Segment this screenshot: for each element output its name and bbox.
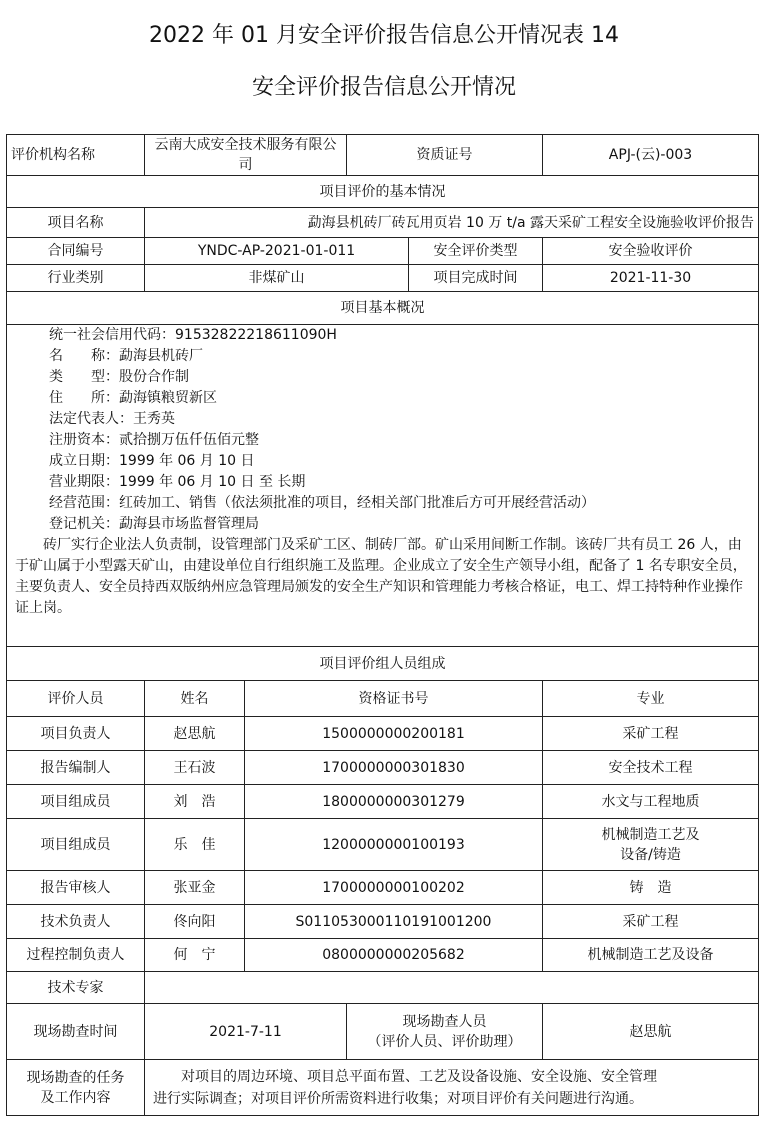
survey-people-label xyxy=(347,1004,543,1060)
org-name: 云南大成安全技术服务有限公司 xyxy=(145,135,347,176)
cert-label: 资质证号 xyxy=(347,135,543,176)
team-cert: 1200000000100193 xyxy=(245,819,543,871)
basic-section-title: 项目评价的基本情况 xyxy=(7,176,759,208)
team-role: 报告编制人 xyxy=(7,751,145,785)
team-name: 张亚金 xyxy=(145,871,245,905)
team-name: 赵思航 xyxy=(145,717,245,751)
team-name: 王石波 xyxy=(145,751,245,785)
task-label-line2: 及工作内容 xyxy=(40,1089,111,1106)
eval-type-label: 安全评价类型 xyxy=(409,238,543,265)
team-row xyxy=(7,871,759,905)
team-major: 机械制造工艺及 设备/铸造 xyxy=(543,819,759,871)
overview-line: 统一社会信用代码：91532822218611090H xyxy=(49,327,337,343)
task-label-line1: 现场勘查的任务 xyxy=(26,1069,125,1086)
finish-time-label: 项目完成时间 xyxy=(409,265,543,292)
survey-people-label-line2: （评价人员、评价助理） xyxy=(367,1033,522,1050)
team-cert: 1500000000200181 xyxy=(245,717,543,751)
task-line: 进行实际调查；对项目评价所需资料进行收集；对项目评价有关问题进行沟通。 xyxy=(153,1090,643,1107)
team-cert: 1800000000301279 xyxy=(245,785,543,819)
team-role: 报告审核人 xyxy=(7,871,145,905)
survey-time-label: 现场勘查时间 xyxy=(7,1004,145,1060)
task-label xyxy=(7,1060,145,1116)
overview-row xyxy=(7,325,759,647)
org-row xyxy=(7,135,759,176)
cert-number: APJ-(云)-003 xyxy=(543,135,759,176)
basic-section-row xyxy=(7,176,759,208)
expert-row xyxy=(7,972,759,1004)
team-name: 刘 浩 xyxy=(145,785,245,819)
overview-line: 法定代表人：王秀英 xyxy=(49,411,175,427)
overview-line: 经营范围：红砖加工、销售（依法须批准的项目，经相关部门批准后方可开展经营活动） xyxy=(49,495,595,511)
team-row xyxy=(7,751,759,785)
expert-value xyxy=(145,972,759,1004)
team-row xyxy=(7,785,759,819)
project-name-label: 项目名称 xyxy=(7,208,145,238)
overview-line: 名 称：勐海县机砖厂 xyxy=(49,348,203,364)
survey-people-label-line1: 现场勘查人员 xyxy=(402,1013,487,1030)
team-major: 铸 造 xyxy=(543,871,759,905)
finish-time-value: 2021-11-30 xyxy=(543,265,759,292)
team-header-role: 评价人员 xyxy=(7,681,145,717)
contract-row xyxy=(7,238,759,265)
team-role: 过程控制负责人 xyxy=(7,939,145,972)
task-line: 对项目的周边环境、项目总平面布置、工艺及设备设施、安全设施、安全管理 xyxy=(181,1068,657,1085)
industry-value: 非煤矿山 xyxy=(145,265,409,292)
overview-section-title: 项目基本概况 xyxy=(7,292,759,325)
team-role: 项目负责人 xyxy=(7,717,145,751)
eval-type-value: 安全验收评价 xyxy=(543,238,759,265)
overview-paragraph: 砖厂实行企业法人负责制，设管理部门及采矿工区、制砖厂部。矿山采用间断工作制。该砖厂共有员工 26 人，由于矿山属于小型露天矿山，由建设单位自行组织施工及监理。企业成立了安全生产领导小组，配备了 1 名专职安全员，主要负责人、安全员持西双版纳州应急管理局颁发的安全生产知识和管理能力考核合格证，电工、焊工持特种作业操作证上岗。 xyxy=(15,537,747,616)
team-section-row xyxy=(7,647,759,681)
expert-label: 技术专家 xyxy=(7,972,145,1004)
team-header-major: 专业 xyxy=(543,681,759,717)
team-major: 安全技术工程 xyxy=(543,751,759,785)
team-major: 采矿工程 xyxy=(543,905,759,939)
overview-line: 住 所：勐海镇粮贸新区 xyxy=(49,390,217,406)
survey-time-value: 2021-7-11 xyxy=(145,1004,347,1060)
overview-line: 登记机关：勐海县市场监督管理局 xyxy=(49,516,259,532)
overview-section-row xyxy=(7,292,759,325)
team-major: 采矿工程 xyxy=(543,717,759,751)
overview-content xyxy=(7,325,759,647)
org-label: 评价机构名称 xyxy=(7,135,145,176)
team-header-row xyxy=(7,681,759,717)
team-role: 项目组成员 xyxy=(7,819,145,871)
team-row xyxy=(7,939,759,972)
team-cert: 1700000000100202 xyxy=(245,871,543,905)
team-row xyxy=(7,905,759,939)
survey-row xyxy=(7,1004,759,1060)
contract-number: YNDC-AP-2021-01-011 xyxy=(145,238,409,265)
survey-people-value: 赵思航 xyxy=(543,1004,759,1060)
project-row xyxy=(7,208,759,238)
team-cert: 1700000000301830 xyxy=(245,751,543,785)
overview-line: 营业期限：1999 年 06 月 10 日 至 长期 xyxy=(49,474,306,490)
industry-row xyxy=(7,265,759,292)
team-name: 乐 佳 xyxy=(145,819,245,871)
team-cert: 0800000000205682 xyxy=(245,939,543,972)
project-name: 勐海县机砖厂砖瓦用页岩 10 万 t/a 露天采矿工程安全设施验收评价报告 xyxy=(145,208,759,238)
team-name: 佟向阳 xyxy=(145,905,245,939)
overview-line: 成立日期：1999 年 06 月 10 日 xyxy=(49,453,255,469)
document-title: 2022 年 01 月安全评价报告信息公开情况表 14 xyxy=(149,23,619,48)
task-content xyxy=(145,1060,759,1116)
industry-label: 行业类别 xyxy=(7,265,145,292)
team-major: 机械制造工艺及设备 xyxy=(543,939,759,972)
team-header-cert: 资格证书号 xyxy=(245,681,543,717)
team-section-title: 项目评价组人员组成 xyxy=(7,647,759,681)
team-header-name: 姓名 xyxy=(145,681,245,717)
team-role: 项目组成员 xyxy=(7,785,145,819)
disclosure-table xyxy=(6,134,759,1116)
contract-label: 合同编号 xyxy=(7,238,145,265)
team-major: 水文与工程地质 xyxy=(543,785,759,819)
team-name: 何 宁 xyxy=(145,939,245,972)
overview-line: 类 型：股份合作制 xyxy=(49,369,189,385)
team-cert: S011053000110191001200 xyxy=(245,905,543,939)
document-subtitle: 安全评价报告信息公开情况 xyxy=(251,75,516,100)
overview-line: 注册资本：贰拾捌万伍仟伍佰元整 xyxy=(49,432,259,448)
team-row xyxy=(7,717,759,751)
task-row xyxy=(7,1060,759,1116)
team-role: 技术负责人 xyxy=(7,905,145,939)
team-row xyxy=(7,819,759,871)
